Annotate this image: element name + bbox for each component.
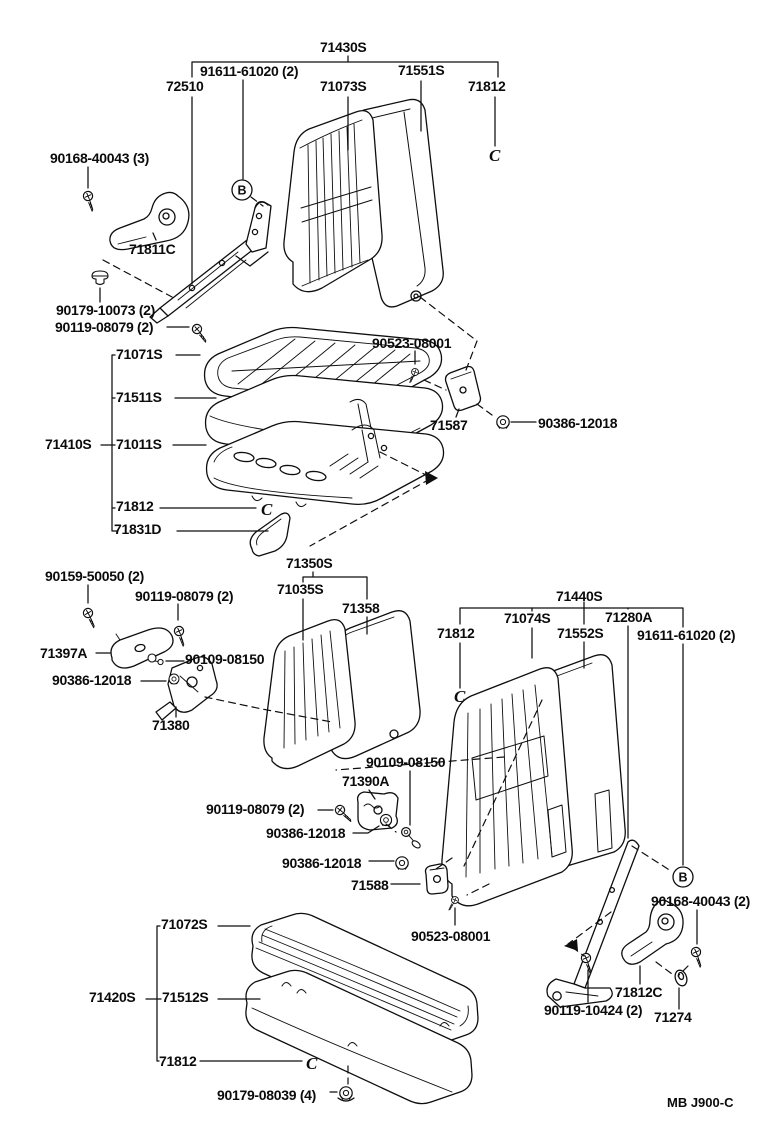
part-label-71588: 71588 [351, 877, 389, 893]
part-label-90119-10424: 90119-10424 (2) [544, 1002, 643, 1018]
retainer-71587 [446, 367, 481, 411]
part-label-91611-61020-top: 91611-61020 (2) [200, 63, 299, 79]
clip-90386-12018-b [169, 674, 179, 684]
callout-b-icon: B [678, 870, 688, 885]
grommets-90109-08150-a [148, 654, 163, 665]
clip-c-icon: C [454, 687, 466, 706]
part-label-71812-mid: 71812 [116, 498, 154, 514]
part-label-71074S: 71074S [504, 610, 551, 626]
clip-c-icon: C [489, 146, 501, 165]
part-label-90386-12018-d: 90386-12018 [282, 855, 362, 871]
part-label-90109-08150-a: 90109-08150 [185, 651, 265, 667]
hinge-71390A [358, 792, 398, 830]
part-label-71035S: 71035S [277, 581, 324, 597]
callout-b-icon: B [237, 183, 247, 198]
part-label-90523-08001-b: 90523-08001 [411, 928, 491, 944]
part-label-71812-d: 71812 [159, 1053, 197, 1069]
recliner-shield-71812C [622, 900, 683, 964]
part-label-71511S: 71511S [116, 389, 162, 405]
clip-c-icon: C [306, 1054, 318, 1073]
part-label-90179-10073: 90179-10073 (2) [56, 302, 156, 318]
part-label-71280A: 71280A [605, 609, 653, 625]
pushnut-90179-10073 [92, 271, 108, 285]
part-label-71350S: 71350S [286, 555, 333, 571]
screw-90119-08079-c [334, 805, 353, 822]
part-label-71071S: 71071S [116, 346, 163, 362]
part-label-71440S: 71440S [556, 588, 603, 604]
part-label-90119-08079-b: 90119-08079 (2) [135, 588, 234, 604]
part-label-71390A: 71390A [342, 773, 390, 789]
part-label-71430S: 71430S [320, 39, 367, 55]
part-label-71274: 71274 [654, 1009, 692, 1025]
bolt-90109-08150-b [399, 827, 425, 850]
part-label-71420S: 71420S [89, 989, 136, 1005]
clip-c-icon: C [261, 500, 273, 519]
part-label-72510: 72510 [166, 78, 204, 94]
part-label-71551S: 71551S [398, 62, 445, 78]
part-label-90386-12018-a: 90386-12018 [538, 415, 618, 431]
part-label-71397A: 71397A [40, 645, 88, 661]
screw-90119-08079-a [189, 323, 210, 342]
part-label-71380: 71380 [152, 717, 190, 733]
part-label-90179-08039: 90179-08039 (4) [217, 1087, 317, 1103]
part-label-71831D: 71831D [114, 521, 162, 537]
part-label-71072S: 71072S [161, 916, 208, 932]
part-label-71073S: 71073S [320, 78, 367, 94]
part-label-90119-08079-c: 90119-08079 (2) [206, 801, 305, 817]
screw-90168-40043-2 [687, 946, 709, 968]
screwclip-90523-08001-b [448, 896, 460, 910]
part-label-90109-08150-b: 90109-08150 [366, 754, 446, 770]
part-label-71812-top: 71812 [468, 78, 506, 94]
part-label-90523-08001-a: 90523-08001 [372, 335, 452, 351]
nut-90386-12018-d [396, 857, 408, 869]
screw-90159-50050 [79, 607, 101, 628]
part-label-71812C: 71812C [615, 984, 663, 1000]
part-label-71552S: 71552S [557, 625, 604, 641]
part-label-71811C: 71811C [129, 241, 176, 257]
part-label-71512S: 71512S [162, 989, 209, 1005]
nut-90179-08039 [338, 1087, 354, 1101]
part-label-91611-61020-b: 91611-61020 (2) [637, 627, 736, 643]
part-label-71011S: 71011S [116, 436, 162, 452]
screw-90168-40043-3 [79, 190, 101, 212]
grommet-71274 [673, 969, 689, 988]
part-label-90119-08079-a: 90119-08079 (2) [55, 319, 154, 335]
part-label-71358: 71358 [342, 600, 380, 616]
part-label-90168-40043-2: 90168-40043 (2) [651, 893, 751, 909]
part-label-90386-12018-c: 90386-12018 [266, 825, 346, 841]
part-label-90168-40043-3: 90168-40043 (3) [50, 150, 150, 166]
page-code: MB J900-C [667, 1095, 734, 1110]
part-label-90159-50050: 90159-50050 (2) [45, 568, 145, 584]
part-label-90386-12018-b: 90386-12018 [52, 672, 132, 688]
part-label-71410S: 71410S [45, 436, 92, 452]
part-label-71812-c: 71812 [437, 625, 475, 641]
part-label-71587: 71587 [430, 417, 468, 433]
cushion-trim-71831D [250, 513, 290, 556]
nut-90386-12018-a [497, 416, 509, 428]
hinge-shield-71397A [111, 628, 173, 668]
